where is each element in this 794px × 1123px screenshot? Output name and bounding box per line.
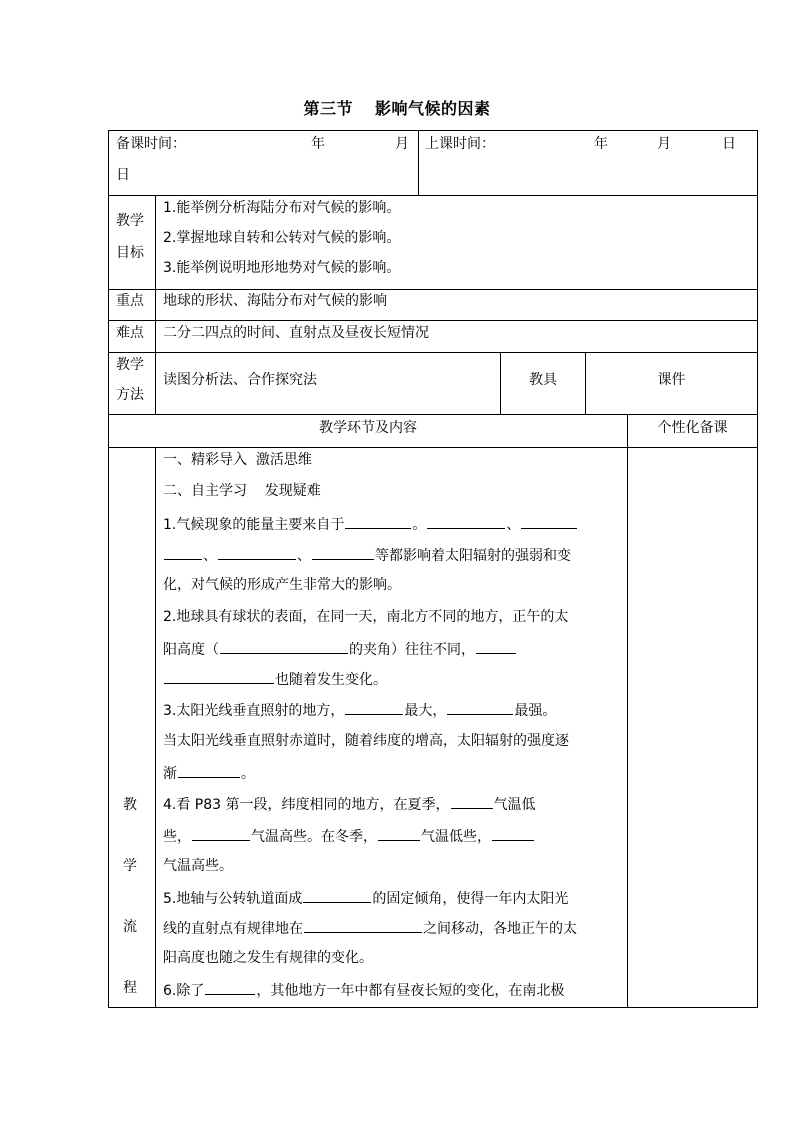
question-1-line-3: 化，对气候的形成产生非常大的影响。 (163, 577, 401, 593)
process-side-label: 程 (123, 980, 137, 996)
page-title (0, 96, 794, 119)
question-5-line-3: 阳高度也随之发生有规律的变化。 (163, 950, 373, 966)
answer-blank[interactable] (492, 826, 534, 841)
question-3-line-3: 渐 。 (163, 763, 255, 783)
answer-blank[interactable] (192, 826, 250, 841)
class-month-label: 月 (657, 136, 671, 152)
answer-blank[interactable] (304, 918, 422, 933)
question-2-line-2: 阳高度（ 的夹角）往往不同， (163, 639, 517, 659)
question-4-line-2: 些， 气温高些。在冬季， 气温低些， (163, 826, 535, 846)
answer-blank[interactable] (476, 639, 516, 654)
tools-label: 教具 (529, 372, 557, 388)
objectives-label-line2: 目标 (116, 245, 144, 261)
question-4-line-1: 4.看 P83 第一段，纬度相同的地方，在夏季， 气温低 (163, 794, 536, 814)
intro-heading: 一、精彩导入 激活思维 (163, 452, 312, 468)
objective-item: 1.能举例分析海陆分布对气候的影响。 (163, 200, 401, 216)
question-4-line-3: 气温高些。 (163, 858, 233, 874)
answer-blank[interactable] (303, 888, 371, 903)
answer-blank[interactable] (345, 514, 411, 529)
methods-text: 读图分析法、合作探究法 (163, 372, 317, 388)
question-2-line-1: 2.地球具有球状的表面，在同一天，南北方不同的地方，正午的太 (163, 609, 569, 625)
methods-label-line1: 教学 (116, 357, 144, 373)
answer-blank[interactable] (345, 700, 403, 715)
key-points-text: 地球的形状、海陆分布对气候的影响 (163, 293, 387, 309)
question-3-line-2: 当太阳光线垂直照射赤道时，随着纬度的增高，太阳辐射的强度逐 (163, 733, 569, 749)
class-time-label: 上课时间： (425, 136, 495, 152)
answer-blank[interactable] (164, 545, 202, 560)
self-study-heading: 二、自主学习 发现疑难 (163, 483, 321, 499)
answer-blank[interactable] (451, 794, 493, 809)
key-points-label: 重点 (116, 293, 144, 309)
objective-item: 3.能举例说明地形地势对气候的影响。 (163, 260, 401, 276)
answer-blank[interactable] (378, 826, 420, 841)
question-1-line-1: 1.气候现象的能量主要来自于 。 、 (163, 514, 578, 534)
answer-blank[interactable] (427, 514, 505, 529)
difficulties-label: 难点 (116, 325, 144, 341)
answer-blank[interactable] (205, 980, 255, 995)
question-2-line-3: 也随着发生变化。 (163, 669, 387, 689)
question-3-line-1: 3.太阳光线垂直照射的地方， 最大， 最强。 (163, 700, 556, 720)
answer-blank[interactable] (447, 700, 513, 715)
question-5-line-1: 5.地轴与公转轨道面成 的固定倾角，使得一年内太阳光 (163, 888, 568, 908)
answer-blank[interactable] (218, 545, 296, 560)
section-number: 第三节 (303, 99, 353, 118)
personal-notes-header: 个性化备课 (657, 420, 728, 436)
answer-blank[interactable] (312, 545, 374, 560)
answer-blank[interactable] (521, 514, 577, 529)
difficulties-text: 二分二四点的时间、直射点及昼夜长短情况 (163, 325, 429, 341)
objectives-label-line1: 教学 (116, 213, 144, 229)
section-title: 影响气候的因素 (375, 99, 491, 118)
class-day-label: 日 (722, 136, 736, 152)
question-1-line-2: 、 、 等都影响着太阳辐射的强弱和变 (163, 545, 571, 565)
process-side-label: 学 (123, 858, 137, 874)
objective-item: 2.掌握地球自转和公转对气候的影响。 (163, 230, 401, 246)
question-5-line-2: 线的直射点有规律地在 之间移动，各地正午的太 (163, 918, 577, 938)
class-year-label: 年 (594, 136, 608, 152)
prep-day-label: 日 (116, 167, 130, 183)
prep-time-label: 备课时间： (116, 136, 186, 152)
answer-blank[interactable] (164, 669, 274, 684)
process-content-header: 教学环节及内容 (319, 420, 417, 436)
answer-blank[interactable] (178, 763, 240, 778)
methods-label-line2: 方法 (116, 387, 144, 403)
question-6-line-1: 6.除了 ，其他地方一年中都有昼夜长短的变化，在南北极 (163, 980, 564, 1000)
answer-blank[interactable] (220, 639, 348, 654)
process-side-label: 教 (123, 797, 137, 813)
prep-month-label: 月 (395, 136, 409, 152)
process-side-label: 流 (123, 919, 137, 935)
tools-value: 课件 (657, 372, 686, 388)
prep-year-label: 年 (311, 136, 325, 152)
